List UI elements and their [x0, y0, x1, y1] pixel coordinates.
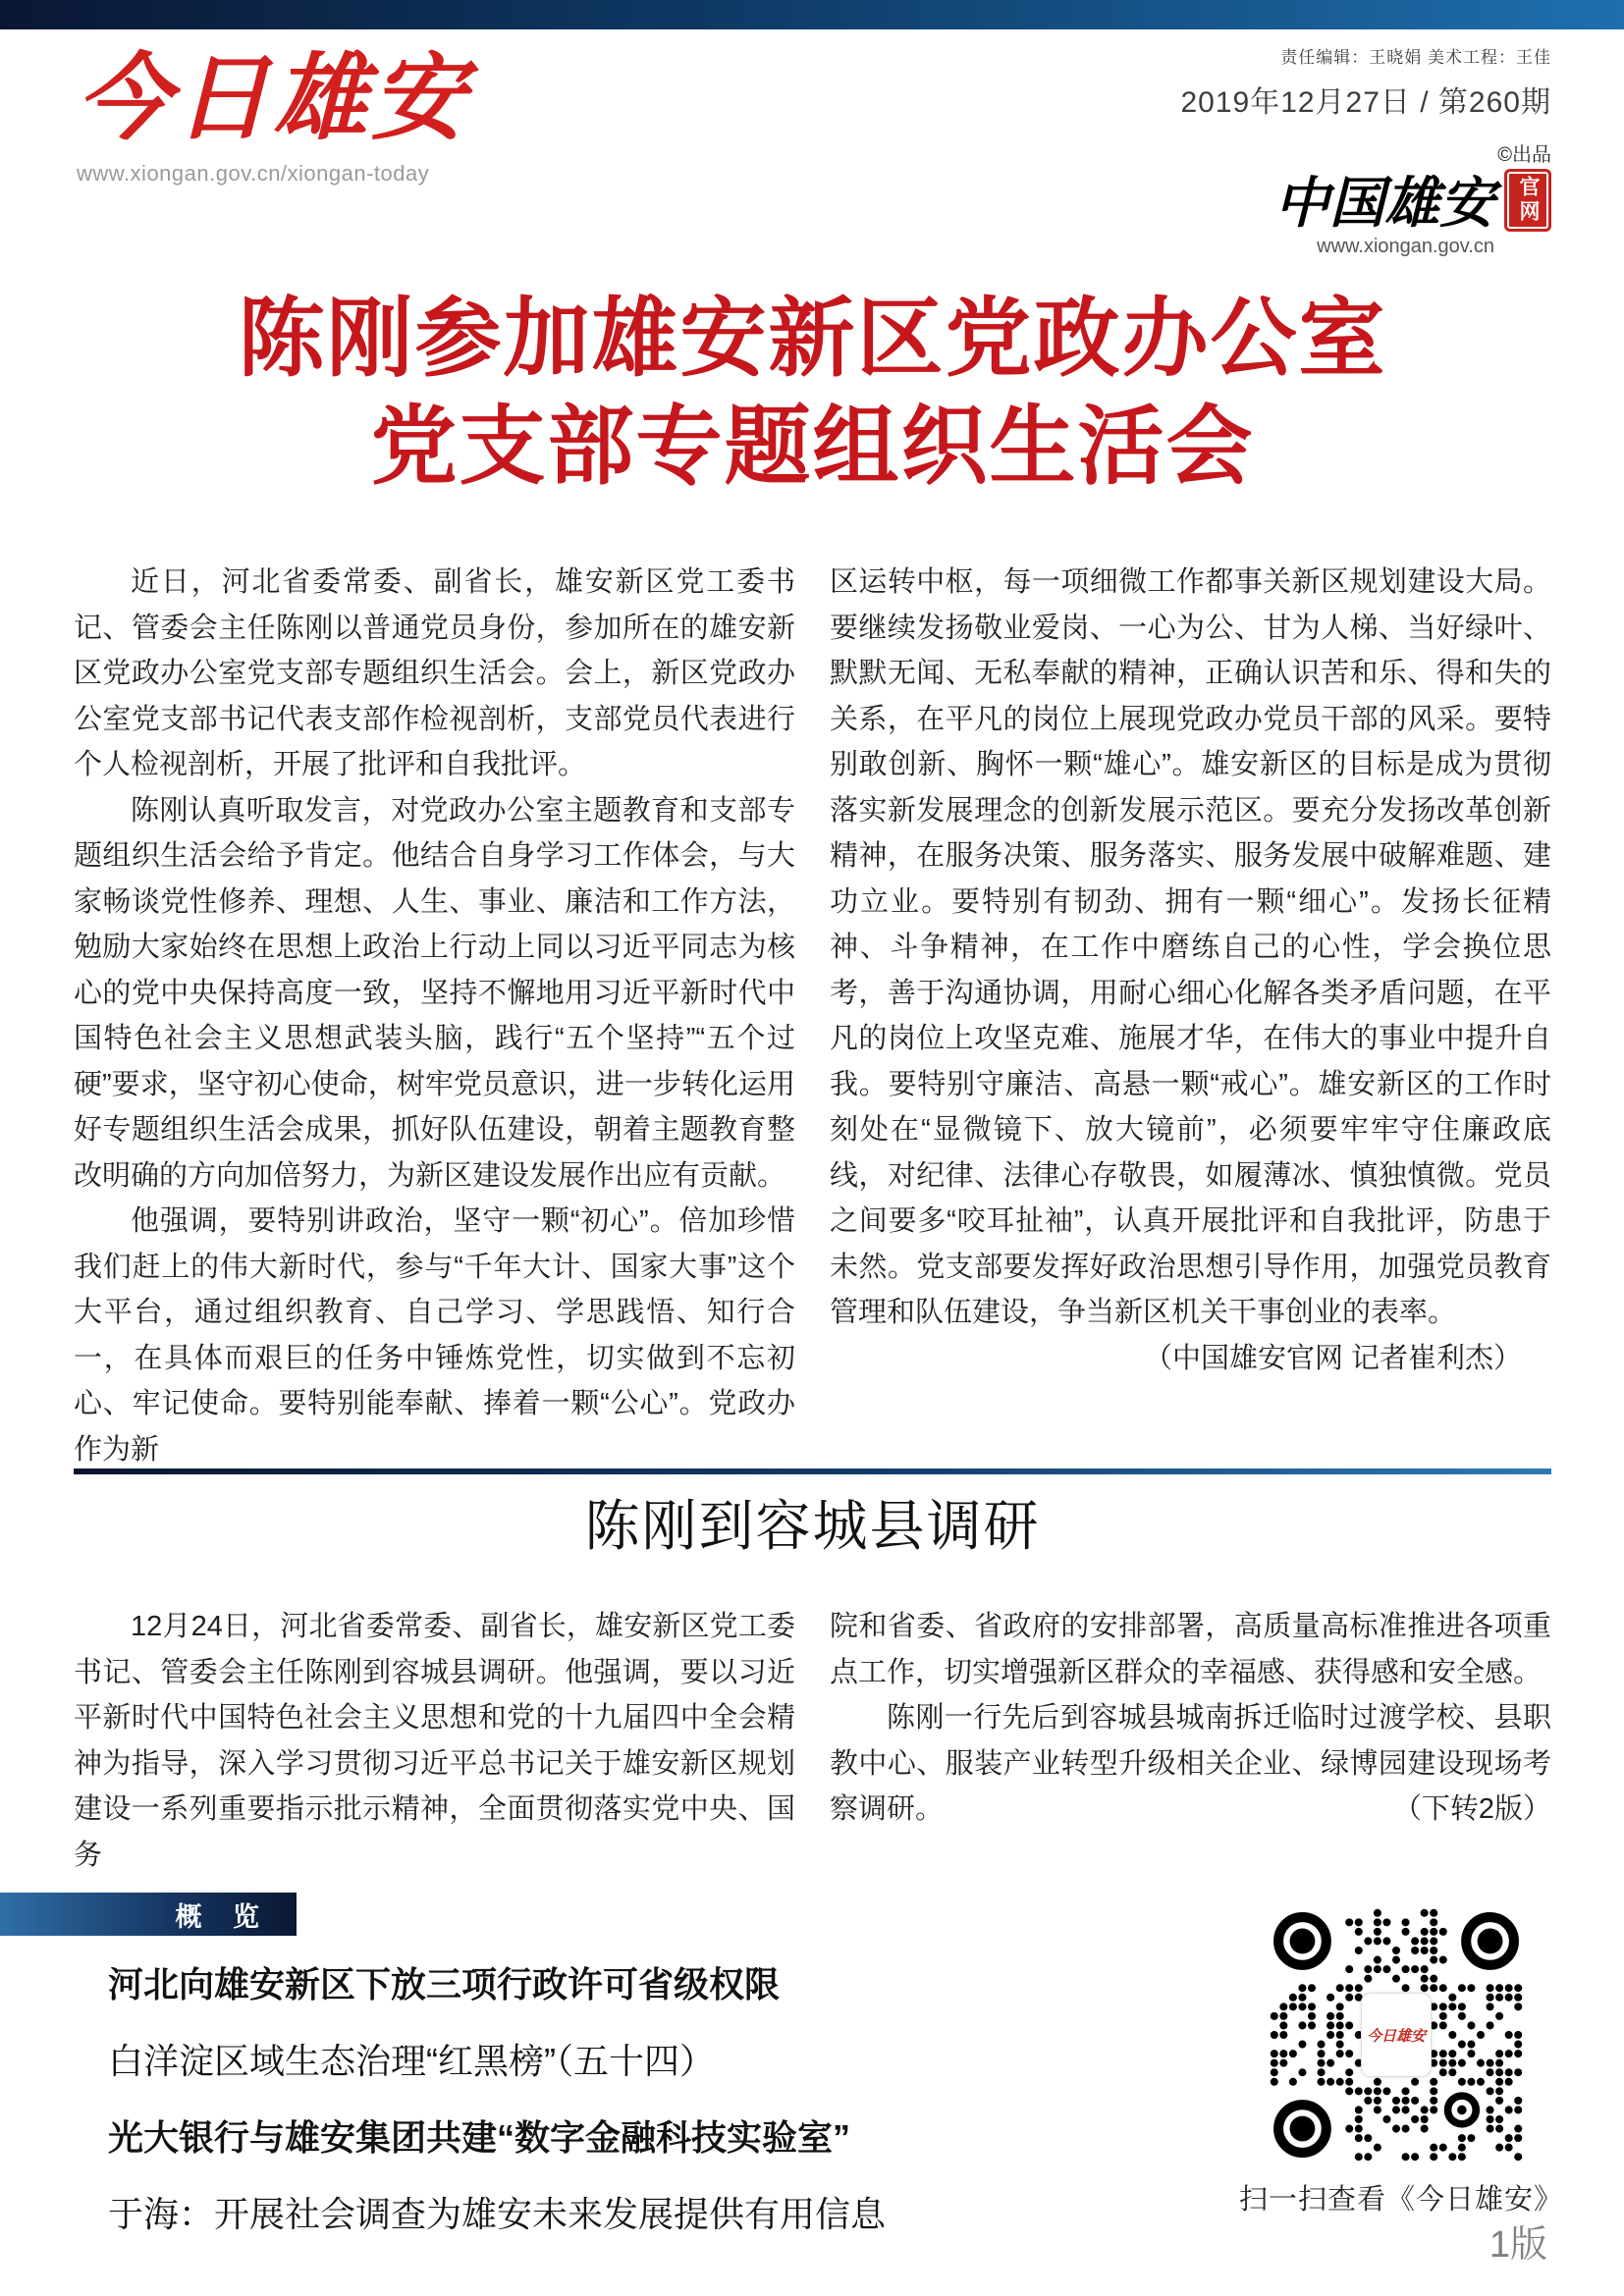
overview-headline-4: 于海：开展社会调查为雄安未来发展提供有用信息 — [108, 2194, 887, 2234]
article-1-title-line1: 陈刚参加雄安新区党政办公室 — [238, 293, 1387, 388]
brand-block — [1180, 138, 1551, 258]
article-1-column-right — [830, 560, 1551, 1472]
article-2-title: 陈刚到容城县调研 — [584, 1497, 1041, 1558]
article-1-title — [74, 287, 1551, 503]
paragraph — [830, 1695, 1551, 1833]
paragraph: 区运转中枢，每一项细微工作都事关新区规划建设大局。要继续发扬敬业爱岗、一心为公、甘为人梯、当好绿叶、默默无闻、无私奉献的精神，正确认识苦和乐、得和失的关系，在平凡的岗位上展现党政办党员干部的风采。要特别敢创新、胸怀一颗“雄心”。雄安新区的目标是成为贯彻落实新发展理念的创新发展示范区。要充分发扬改革创新精神，在服务决策、服务落实、服务发展中破解难题、建功立业。要特别有韧劲、拥有一颗“细心”。发扬长征精神、斗争精神，在工作中磨练自己的心性，学会换位思考，善于沟通协调，用耐心细心化解各类矛盾问题，在平凡的岗位上攻坚克难、施展才华，在伟大的事业中提升自我。要特别守廉洁、高悬一颗“戒心”。雄安新区的工作时刻处在“显微镜下、放大镜前”，必须要牢牢守住廉政底线，对纪律、法律心存敬畏，如履薄冰、慎独慎微。党员之间要多“咬耳扯袖”，认真开展批评和自我批评，防患于未然。党支部要发挥好政治思想引导作用，加强党员教育管理和队伍建设，争当新区机关干事创业的表率。 — [830, 566, 1551, 1328]
top-accent-bar — [0, 0, 1624, 29]
article-1-byline: （中国雄安官网 记者崔利杰） — [1143, 1342, 1522, 1374]
brand-url[interactable]: www.xiongan.gov.cn — [1317, 236, 1494, 257]
paragraph: 近日，河北省委常委、副省长，雄安新区党工委书记、管委会主任陈刚以普通党员身份，参加所在的雄安新区党政办公室党支部专题组织生活会。会上，新区党政办公室党支部书记代表支部作检视剖析，支部党员代表进行个人检视剖析，开展了批评和自我批评。 — [74, 566, 795, 780]
official-site-seal: 官网 — [1504, 169, 1551, 232]
article-1-column-left — [74, 560, 795, 1472]
section-divider — [74, 1468, 1551, 1474]
paragraph: 院和省委、省政府的安排部署，高质量高标准推进各项重点工作，切实增强新区群众的幸福感、获得感和安全感。 — [830, 1611, 1551, 1688]
overview-label-bar — [0, 1893, 297, 1936]
masthead-left — [77, 47, 469, 187]
bottom-section — [0, 1893, 1624, 2296]
overview-label: 概 览 — [175, 1901, 271, 1932]
masthead — [0, 29, 1624, 280]
article-2-column-right — [830, 1604, 1551, 1878]
editors-line: 责任编辑：王晓娟 美术工程：王佳 — [1280, 48, 1551, 67]
qr-code — [1270, 1908, 1523, 2162]
paragraph: 12月24日，河北省委常委、副省长，雄安新区党工委书记、管委会主任陈刚到容城县调研。他强调，要以习近平新时代中国特色社会主义思想和党的十九届四中全会精神为指导，深入学习贯彻习近平总书记关于雄安新区规划建设一系列重要指示批示精神，全面贯彻落实党中央、国务 — [74, 1611, 795, 1871]
overview-headline-list — [108, 1965, 886, 2271]
masthead-url[interactable]: www.xiongan.gov.cn/xiongan-today — [77, 160, 430, 186]
page-number: 1版 — [1489, 2224, 1547, 2266]
article-1-columns — [74, 560, 1551, 1472]
paragraph-text: 陈刚一行先后到容城县城南拆迁临时过渡学校、县职教中心、服装产业转型升级相关企业、绿博园建设现场考察调研。 — [830, 1702, 1551, 1825]
overview-headline-1: 河北向雄安新区下放三项行政许可省级权限 — [108, 1964, 781, 2004]
qr-center-logo: 今日雄安 — [1361, 1993, 1432, 2077]
article-1 — [74, 287, 1551, 1472]
produced-by-label: ©出品 — [1497, 144, 1551, 166]
brand-logo: 中国雄安 — [1274, 174, 1494, 235]
qr-caption: 扫一扫查看《今日雄安》 — [1239, 2184, 1564, 2216]
overview-headline-2: 白洋淀区域生态治理“红黑榜”（五十四） — [108, 2041, 715, 2081]
article-2-column-left — [74, 1604, 795, 1878]
issue-date: 2019年12月27日 / 第260期 — [1180, 86, 1551, 119]
overview-headline-3: 光大银行与雄安集团共建“数字金融科技实验室” — [108, 2117, 851, 2158]
paragraph: 他强调，要特别讲政治，坚守一颗“初心”。倍加珍惜我们赶上的伟大新时代，参与“千年大计、国家大事”这个大平台，通过组织教育、自己学习、学思践悟、知行合一，在具体而艰巨的任务中锤炼党性，切实做到不忘初心、牢记使命。要特别能奉献、捧着一颗“公心”。党政办作为新 — [74, 1205, 795, 1466]
continued-on-page-2-note: （下转2版） — [1392, 1793, 1551, 1825]
qr-block — [1239, 1908, 1564, 2217]
brand-row — [1180, 169, 1551, 235]
article-1-title-line2: 党支部专题组织生活会 — [370, 400, 1255, 496]
newspaper-logo: 今日雄安 — [77, 46, 469, 151]
paragraph: 陈刚认真听取发言，对党政办公室主题教育和支部专题组织生活会给予肯定。他结合自身学习工作体会，与大家畅谈党性修养、理想、人生、事业、廉洁和工作方法，勉励大家始终在思想上政治上行动上同以习近平同志为核心的党中央保持高度一致，坚持不懈地用习近平新时代中国特色社会主义思想武装头脑，践行“五个坚持”“五个过硬”要求，坚守初心使命，树牢党员意识，进一步转化运用好专题组织生活会成果，抓好队伍建设，朝着主题教育整改明确的方向加倍努力，为新区建设发展作出应有贡献。 — [74, 794, 795, 1192]
masthead-right — [1180, 43, 1551, 258]
article-2 — [74, 1496, 1551, 1878]
article-2-columns — [74, 1604, 1551, 1878]
